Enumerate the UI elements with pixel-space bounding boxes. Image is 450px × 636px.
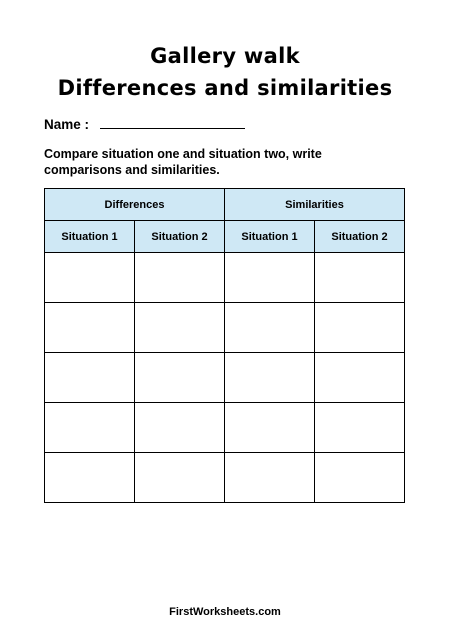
- answer-cell[interactable]: [135, 403, 225, 453]
- answer-cell[interactable]: [45, 453, 135, 503]
- footer-brand: FirstWorksheets.com: [169, 606, 281, 618]
- answer-cell[interactable]: [45, 303, 135, 353]
- answer-cell[interactable]: [45, 353, 135, 403]
- column-header: Situation 1: [45, 221, 135, 253]
- differences-header: Differences: [45, 189, 225, 221]
- column-header: Situation 2: [315, 221, 405, 253]
- name-write-line[interactable]: [100, 128, 245, 129]
- answer-cell[interactable]: [45, 253, 135, 303]
- answer-cell[interactable]: [45, 403, 135, 453]
- answer-cell[interactable]: [315, 303, 405, 353]
- column-header: Situation 1: [225, 221, 315, 253]
- name-label: Name :: [44, 117, 90, 132]
- answer-cell[interactable]: [315, 253, 405, 303]
- worksheet-title-line-1: Gallery walk: [150, 44, 300, 68]
- worksheet-title-line-2: Differences and similarities: [57, 76, 393, 100]
- comparison-table: [44, 188, 405, 503]
- answer-cell[interactable]: [225, 453, 315, 503]
- answer-cell[interactable]: [225, 353, 315, 403]
- answer-cell[interactable]: [135, 453, 225, 503]
- answer-cell[interactable]: [225, 403, 315, 453]
- column-header: Situation 2: [135, 221, 225, 253]
- table-row: [45, 403, 405, 453]
- answer-cell[interactable]: [315, 453, 405, 503]
- table-row: [45, 253, 405, 303]
- table-row: [45, 303, 405, 353]
- table-row: [45, 353, 405, 403]
- instructions-text: Compare situation one and situation two, write comparisons and similarities.: [44, 147, 322, 177]
- answer-cell[interactable]: [135, 253, 225, 303]
- answer-cell[interactable]: [315, 403, 405, 453]
- answer-cell[interactable]: [225, 303, 315, 353]
- answer-cell[interactable]: [135, 303, 225, 353]
- answer-cell[interactable]: [315, 353, 405, 403]
- similarities-header: Similarities: [225, 189, 405, 221]
- answer-cell[interactable]: [135, 353, 225, 403]
- answer-cell[interactable]: [225, 253, 315, 303]
- table-row: [45, 453, 405, 503]
